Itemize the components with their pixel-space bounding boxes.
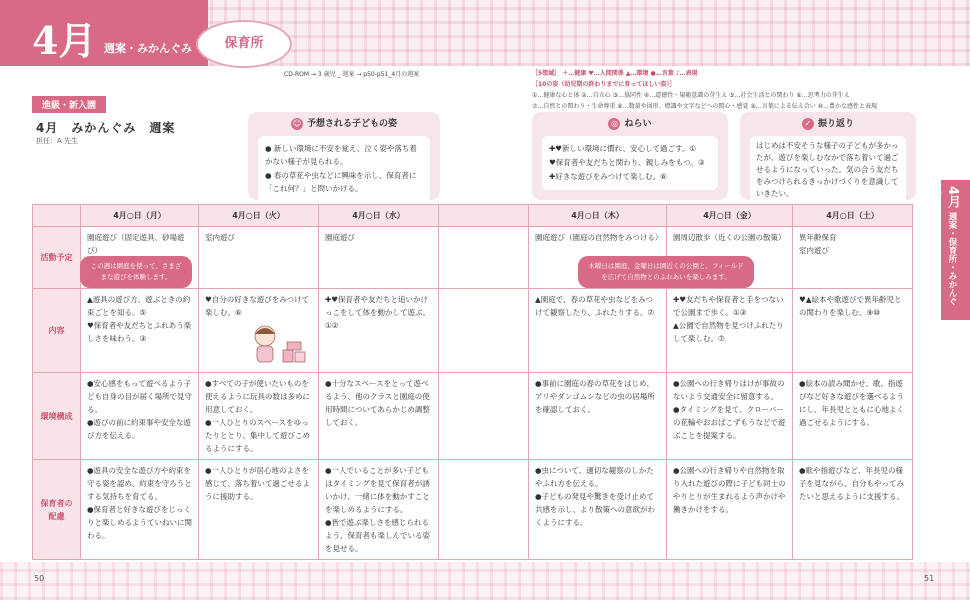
day-header: 4月○日（月）	[81, 205, 199, 227]
expected-body	[258, 136, 430, 202]
plan-cell: ●絵本の読み聞かせ、歌、指遊びなど好きな遊びを選べるようにし、年長児とともに心地よく過ごせるようにする。	[793, 373, 913, 460]
plan-cell: 室内遊び	[199, 227, 319, 289]
sidebar-label: 週案・保育所・みかんぐみ	[932, 186, 957, 306]
day-header-row	[33, 205, 913, 227]
sidebar-tab	[932, 180, 970, 320]
expected-item: ● 新しい環境に不安を覚え、泣く姿や落ち着かない様子が見られる。	[265, 144, 417, 166]
page-number-left: 50	[34, 574, 45, 583]
plan-cell: 異年齢保育 室内遊び	[793, 227, 913, 289]
expected-item: ● 春の草花や虫などに興味を示し、保育者に「これ何？」と問いかける。	[265, 171, 417, 193]
facility-type-label: 保育所	[196, 20, 292, 68]
check-icon: ✓	[802, 118, 814, 130]
child-playing-blocks-illustration	[243, 322, 313, 368]
sidebar-month: 4月	[945, 186, 960, 209]
day-header: 4月○日（金）	[667, 205, 793, 227]
plan-title: 4月 みかんぐみ 週案	[36, 121, 176, 135]
plan-cell: ●歌や指遊びなど、年長児の様子を見ながら、自分もやってみたいと思えるように支援する。	[793, 460, 913, 560]
review-title: 振り返り	[817, 119, 854, 129]
plan-cell: 園庭遊び	[319, 227, 439, 289]
plan-cell: ●遊具の安全な遊び方や約束を守る姿を認め、約束を守ろうとする気持ちを育てる。 ●保育者と好きな遊びをじっくりと楽しめるようていねいに関わる。	[81, 460, 199, 560]
row-label: 環境構成	[33, 373, 81, 460]
day-header: 4月○日（土）	[793, 205, 913, 227]
month-heading: 4月	[32, 18, 97, 63]
plan-cell: ♥▲絵本や歌遊びで異年齢児との関わりを楽しむ。⑨⑩	[793, 289, 913, 373]
cd-rom-path: CD-ROM → 3 歳児 _ 週案 → p50-p51_4月の週案	[284, 71, 420, 78]
plan-cell	[439, 289, 529, 373]
plan-cell: ✚♥友だちや保育者と手をつないで公園まで歩く。①③ ▲公園で自然物を見つけふれたりして楽しむ。⑦	[667, 289, 793, 373]
plan-row	[33, 289, 913, 373]
plan-cell: ●十分なスペースをとって遊べるよう、他のクラスと園庭の使用時間についてあらかじめ調整しておく。	[319, 373, 439, 460]
month-subtitle: 週案・みかんぐみ	[104, 42, 192, 55]
expected-title: 予想される子どもの姿	[306, 119, 397, 129]
plan-cell: 園周辺散歩（近くの公園の散策）	[667, 227, 793, 289]
age-badge: 進級・新入園	[32, 96, 106, 113]
plan-cell: 園庭遊び（園庭の自然物をみつける）	[529, 227, 667, 289]
plan-cell: ▲遊具の遊び方、遊ぶときの約束ごとを知る。⑤ ♥保育者や友だちとふれあう楽しさを味わう。③	[81, 289, 199, 373]
corner-cell	[33, 205, 81, 227]
row-label: 活動予定	[33, 227, 81, 289]
aims-title: ねらい	[624, 119, 652, 129]
legend-domains: ［5領域］ ＋…健康 ♥…人間関係 ▲…環境 ●…言葉 ♪…表現	[532, 70, 698, 77]
row-label: 内容	[33, 289, 81, 373]
plan-cell: ♥自分の好きな遊びをみつけて楽しむ。⑥	[199, 289, 319, 373]
review-body: はじめは不安そうな様子の子どもが多かったが、遊びを楽しむなかで落ち着いて過ごせるようになっていった。気の合う友だちをみつけられるきっかけづくりを意識していきたい。	[750, 136, 906, 204]
plan-cell: ●安心感をもって遊べるよう子ども自身の目が届く場所で見守る。 ●遊びの前に約束事や安全な遊び方を伝える。	[81, 373, 199, 460]
aims-item: ✚♥新しい環境に慣れ、安心して過ごす。①	[549, 144, 697, 153]
plan-cell: ▲園庭で、春の草花や虫などをみつけて観察したり、ふれたりする。⑦	[529, 289, 667, 373]
aims-item: ✚好きな遊びをみつけて楽しむ。⑥	[549, 172, 667, 181]
row-label: 保育者の配慮	[33, 460, 81, 560]
target-icon: ◎	[608, 118, 620, 130]
plan-cell: ●一人ひとりが居心地のよさを感じて、落ち着いて過ごせるように援助する。	[199, 460, 319, 560]
footer-pattern	[0, 562, 970, 600]
plan-cell	[439, 460, 529, 560]
callout-weekday: この週は園庭を使って、さまざまな遊びを体験します。	[80, 256, 192, 288]
child-face-icon: ☺	[292, 118, 302, 128]
callout-thu-fri: 木曜日は園庭、金曜日は園近くの公園と、フィールドを広げて自然物とのふれあいを楽しみます。	[578, 256, 754, 288]
plan-cell: ●すべての子が使いたいものを使えるように玩具の数は多めに用意しておく。 ●一人ひとりのスペースをゆったりととり、集中して遊びこめるようにする。	[199, 373, 319, 460]
plan-cell: ●公園への行き帰りや自然物を取り入れた遊びの際に子ども同士のやりとりが生まれるよう声かけや働きかけをする。	[667, 460, 793, 560]
plan-cell: ✚♥保育者や友だちと追いかけっこをして体を動かして遊ぶ。①②	[319, 289, 439, 373]
review-card	[740, 112, 916, 200]
plan-cell	[439, 373, 529, 460]
plan-cell: ●一人でいることが多い子どもはタイミングを見て保育者が誘いかけ、一緒に体を動かすことを楽しめるようにする。 ●皆で遊ぶ楽しさを感じられるよう、保育者も楽しんでいる姿を見せる。	[319, 460, 439, 560]
plan-cell	[439, 227, 529, 289]
day-header: 4月○日（火）	[199, 205, 319, 227]
teacher-label: 担任：A 先生	[36, 137, 79, 145]
plan-cell: ●公園への行き帰りはけが事故のないよう交通安全に留意する。 ●タイミングを見て、クローバーの花輪やおおばこずもうなどで遊ぶことを提案する。	[667, 373, 793, 460]
plan-cell: ●虫について、適切な観察のしかたやふれ方を伝える。 ●子どもの発見や驚きを受け止めて共感を示し、より散策への意欲がわくようにする。	[529, 460, 667, 560]
page-number-right: 51	[924, 574, 935, 583]
plan-row	[33, 460, 913, 560]
aims-card	[532, 112, 728, 200]
title-block	[0, 0, 208, 66]
legend-10-line2: ⑦…自然との関わり・生命尊重 ⑧…数量や図形、標識や文字などへの関心・感覚 ⑨…言葉による伝え合い ⑩…豊かな感性と表現	[532, 103, 877, 110]
plan-row	[33, 373, 913, 460]
aims-item: ♥保育者や友だちと関わり、親しみをもつ。③	[549, 158, 705, 167]
legend-10-title: ［10の姿（幼児期の終わりまでに育ってほしい姿）］	[532, 81, 676, 88]
expected-card	[248, 112, 440, 200]
legend-10-line1: ①…健康な心と体 ②…自立心 ③…協同性 ④…道徳性・規範意識の芽生え ⑤…社会生活との関わり ⑥…思考力の芽生え	[532, 92, 850, 99]
plan-cell: 園庭遊び（固定遊具、砂場遊び）	[81, 227, 199, 289]
day-header: 4月○日（水）	[319, 205, 439, 227]
legend	[532, 68, 932, 112]
plan-cell: ●事前に園庭の春の草花をはじめ、アリやダンゴムシなどの虫の居場所を確認しておく。	[529, 373, 667, 460]
day-header: 4月○日（木）	[529, 205, 667, 227]
aims-body	[542, 136, 718, 190]
day-header	[439, 205, 529, 227]
